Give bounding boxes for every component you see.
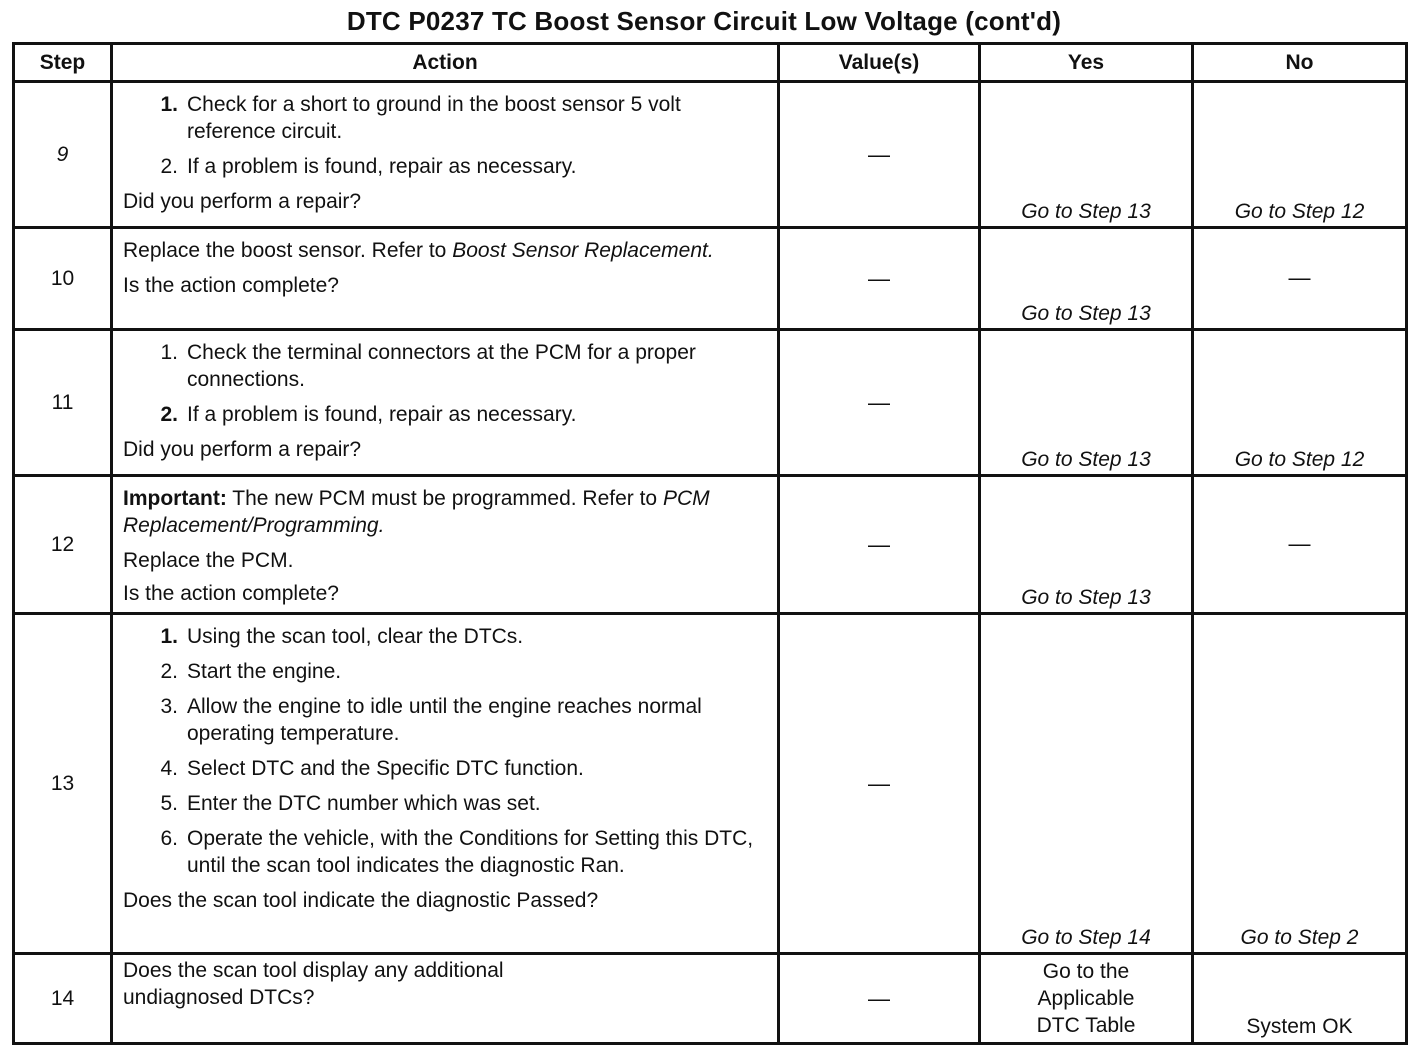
table-row-step-14 [14, 954, 1407, 1044]
item-text: Allow the engine to idle until the engine reaches normal operating temperature. [187, 695, 702, 745]
value-cell: — [779, 476, 980, 614]
step-number: 12 [14, 476, 112, 614]
header-step: Step [14, 44, 112, 82]
item-number: 2. [160, 403, 178, 426]
value-cell: — [779, 82, 980, 228]
value-cell: — [779, 228, 980, 330]
item-number: 1. [160, 625, 178, 648]
step-number: 9 [14, 82, 112, 228]
header-action: Action [112, 44, 779, 82]
no-cell: — [1193, 228, 1407, 330]
important-note [123, 485, 767, 539]
action-text [123, 237, 767, 264]
item-number: 1. [160, 341, 178, 364]
yes-line: DTC Table [1036, 1013, 1136, 1037]
list-item [123, 658, 767, 685]
yes-line: Applicable [1037, 986, 1135, 1010]
item-number: 4. [160, 757, 178, 780]
list-item [123, 623, 767, 650]
list-item [123, 401, 767, 428]
list-item [123, 91, 767, 145]
header-no: No [1193, 44, 1407, 82]
step-number: 14 [14, 954, 112, 1044]
action-cell [112, 228, 779, 330]
yes-cell: Go to Step 13 [980, 330, 1193, 476]
list-item [123, 825, 767, 879]
table-row-step-11 [14, 330, 1407, 476]
list-item [123, 153, 767, 180]
item-number: 2. [160, 155, 178, 178]
list-item [123, 339, 767, 393]
page-title: DTC P0237 TC Boost Sensor Circuit Low Voltage (cont'd) [346, 6, 1062, 36]
important-label: Important: [123, 487, 227, 510]
action-question: Did you perform a repair? [123, 438, 362, 461]
list-item [123, 693, 767, 747]
value-cell: — [779, 954, 980, 1044]
item-text: Check the terminal connectors at the PCM for a proper connections. [187, 341, 696, 391]
step-number: 13 [14, 614, 112, 954]
dtc-table [12, 42, 1408, 1045]
important-text-end: . [378, 514, 385, 537]
header-yes: Yes [980, 44, 1193, 82]
yes-line: Go to the [1042, 959, 1130, 983]
yes-cell: Go to Step 13 [980, 228, 1193, 330]
action-text-end: . [707, 239, 714, 262]
yes-cell: Go to Step 13 [980, 82, 1193, 228]
action-question: Is the action complete? [123, 582, 339, 605]
action-cell [112, 82, 779, 228]
no-cell: Go to Step 12 [1193, 330, 1407, 476]
item-text: Start the engine. [187, 660, 342, 683]
item-text: If a problem is found, repair as necessary. [187, 403, 577, 426]
action-reference: Boost Sensor Replacement [452, 239, 708, 262]
action-text: Replace the PCM. [123, 549, 294, 572]
item-text: Select DTC and the Specific DTC function. [187, 757, 584, 780]
action-text-part: Replace the boost sensor. Refer to [123, 239, 453, 262]
header-row [14, 44, 1407, 82]
item-text: Enter the DTC number which was set. [187, 792, 541, 815]
table-row-step-13 [14, 614, 1407, 954]
value-cell: — [779, 330, 980, 476]
item-number: 2. [160, 660, 178, 683]
action-question: Is the action complete? [123, 274, 339, 297]
action-question: Does the scan tool indicate the diagnostic Passed? [123, 889, 599, 912]
step-number: 10 [14, 228, 112, 330]
item-number: 1. [160, 93, 178, 116]
no-cell: Go to Step 2 [1193, 614, 1407, 954]
table-row-step-9 [14, 82, 1407, 228]
action-question: Does the scan tool display any additional undiagnosed DTCs? [123, 959, 504, 1009]
header-value: Value(s) [779, 44, 980, 82]
item-text: Check for a short to ground in the boost sensor 5 volt reference circuit. [187, 93, 681, 143]
item-number: 3. [160, 695, 178, 718]
no-cell: — [1193, 476, 1407, 614]
action-cell [112, 330, 779, 476]
list-item [123, 790, 767, 817]
action-cell [112, 614, 779, 954]
step-number: 11 [14, 330, 112, 476]
yes-cell: Go to Step 13 [980, 476, 1193, 614]
table-row-step-12 [14, 476, 1407, 614]
value-cell: — [779, 614, 980, 954]
item-text: Using the scan tool, clear the DTCs. [187, 625, 524, 648]
table-row-step-10 [14, 228, 1407, 330]
item-number: 5. [160, 792, 178, 815]
important-reference: PCM Replacement/Programming [123, 487, 710, 537]
action-cell [112, 954, 779, 1044]
yes-cell: Go to Step 14 [980, 614, 1193, 954]
item-text: If a problem is found, repair as necessary. [187, 155, 577, 178]
item-number: 6. [160, 827, 178, 850]
list-item [123, 755, 767, 782]
action-question: Did you perform a repair? [123, 190, 362, 213]
yes-cell [980, 954, 1193, 1044]
no-cell: System OK [1193, 954, 1407, 1044]
important-text: The new PCM must be programmed. Refer to [226, 487, 663, 510]
action-cell [112, 476, 779, 614]
item-text: Operate the vehicle, with the Conditions for Setting this DTC, until the scan tool indicates the diagnostic Ran. [187, 827, 754, 877]
no-cell: Go to Step 12 [1193, 82, 1407, 228]
